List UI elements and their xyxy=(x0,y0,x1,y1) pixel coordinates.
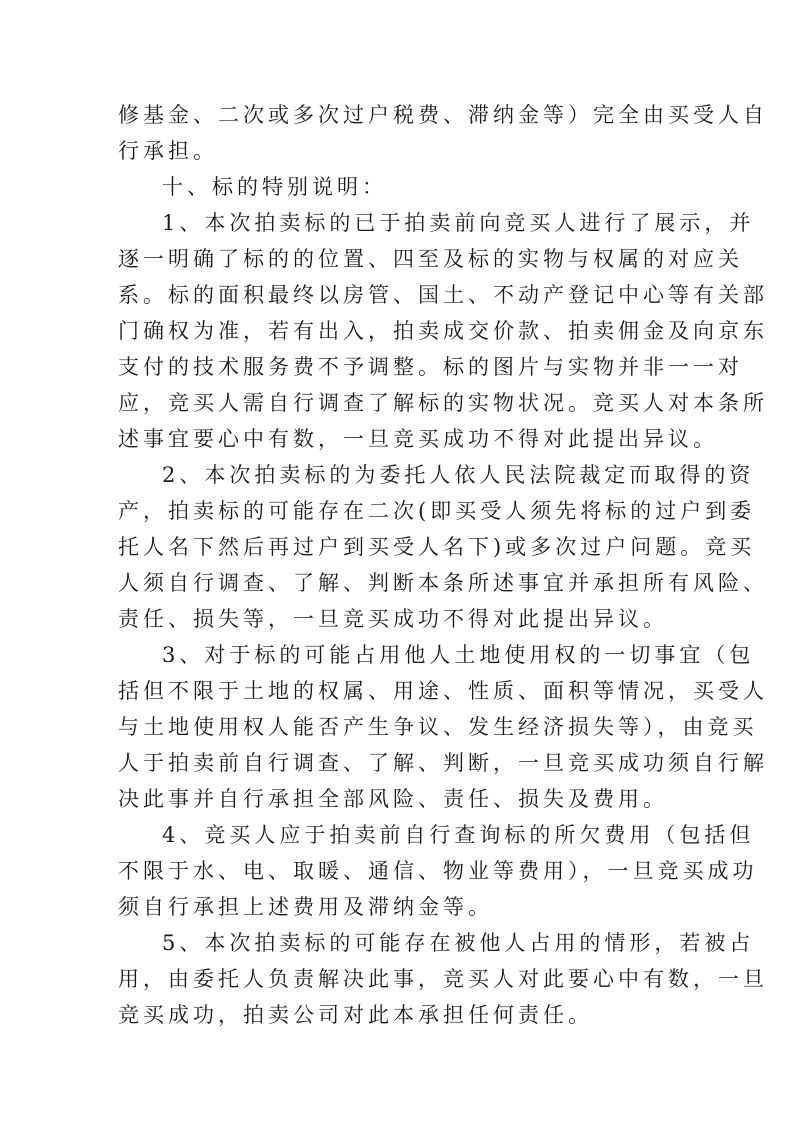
paragraph-5-start: 5、本次拍卖标的可能存在被他人占用的情形，若被占 xyxy=(162,931,755,955)
text-line: 不限于水、电、取暖、通信、物业等费用），一旦竞买成功 xyxy=(118,859,758,883)
text-line: 括但不限于土地的权属、用途、性质、面积等情况，买受人 xyxy=(118,679,768,703)
text-line: 系。标的面积最终以房管、国土、不动产登记中心等有关部 xyxy=(118,283,768,307)
text-line: 人于拍卖前自行调查、了解、判断，一旦竞买成功须自行解 xyxy=(118,751,768,775)
text-line: 支付的技术服务费不予调整。标的图片与实物并非一一对 xyxy=(118,355,743,379)
paragraph-1-start: 1、本次拍卖标的已于拍卖前向竞买人进行了展示，并 xyxy=(162,211,755,235)
text-line: 责任、损失等，一旦竞买成功不得对此提出异议。 xyxy=(118,607,668,631)
text-line: 应，竞买人需自行调查了解标的实物状况。竞买人对本条所 xyxy=(118,391,768,415)
text-line: 修基金、二次或多次过户税费、滞纳金等）完全由买受人自 xyxy=(118,103,768,127)
text-line: 用，由委托人负责解决此事，竞买人对此要心中有数，一旦 xyxy=(118,967,768,991)
text-line: 门确权为准，若有出入，拍卖成交价款、拍卖佣金及向京东 xyxy=(118,319,768,343)
text-line: 托人名下然后再过户到买受人名下)或多次过户问题。竞买 xyxy=(118,535,756,559)
section-heading: 十、标的特别说明： xyxy=(162,175,387,199)
text-line: 行承担。 xyxy=(118,139,218,163)
text-line: 逐一明确了标的的位置、四至及标的实物与权属的对应关 xyxy=(118,247,743,271)
text-line: 产，拍卖标的可能存在二次(即买受人须先将标的过户到委 xyxy=(118,499,756,523)
text-line: 竞买成功，拍卖公司对此本承担任何责任。 xyxy=(118,1003,593,1027)
text-line: 决此事并自行承担全部风险、责任、损失及费用。 xyxy=(118,787,668,811)
paragraph-2-start: 2、本次拍卖标的为委托人依人民法院裁定而取得的资 xyxy=(162,463,755,487)
paragraph-3-start: 3、对于标的可能占用他人土地使用权的一切事宜（包 xyxy=(162,643,755,667)
text-line: 述事宜要心中有数，一旦竞买成功不得对此提出异议。 xyxy=(118,427,718,451)
text-line: 人须自行调查、了解、判断本条所述事宜并承担所有风险、 xyxy=(118,571,768,595)
text-line: 与土地使用权人能否产生争议、发生经济损失等），由竞买 xyxy=(118,715,758,739)
text-line: 须自行承担上述费用及滞纳金等。 xyxy=(118,895,493,919)
paragraph-4-start: 4、竞买人应于拍卖前自行查询标的所欠费用（包括但 xyxy=(162,823,755,847)
